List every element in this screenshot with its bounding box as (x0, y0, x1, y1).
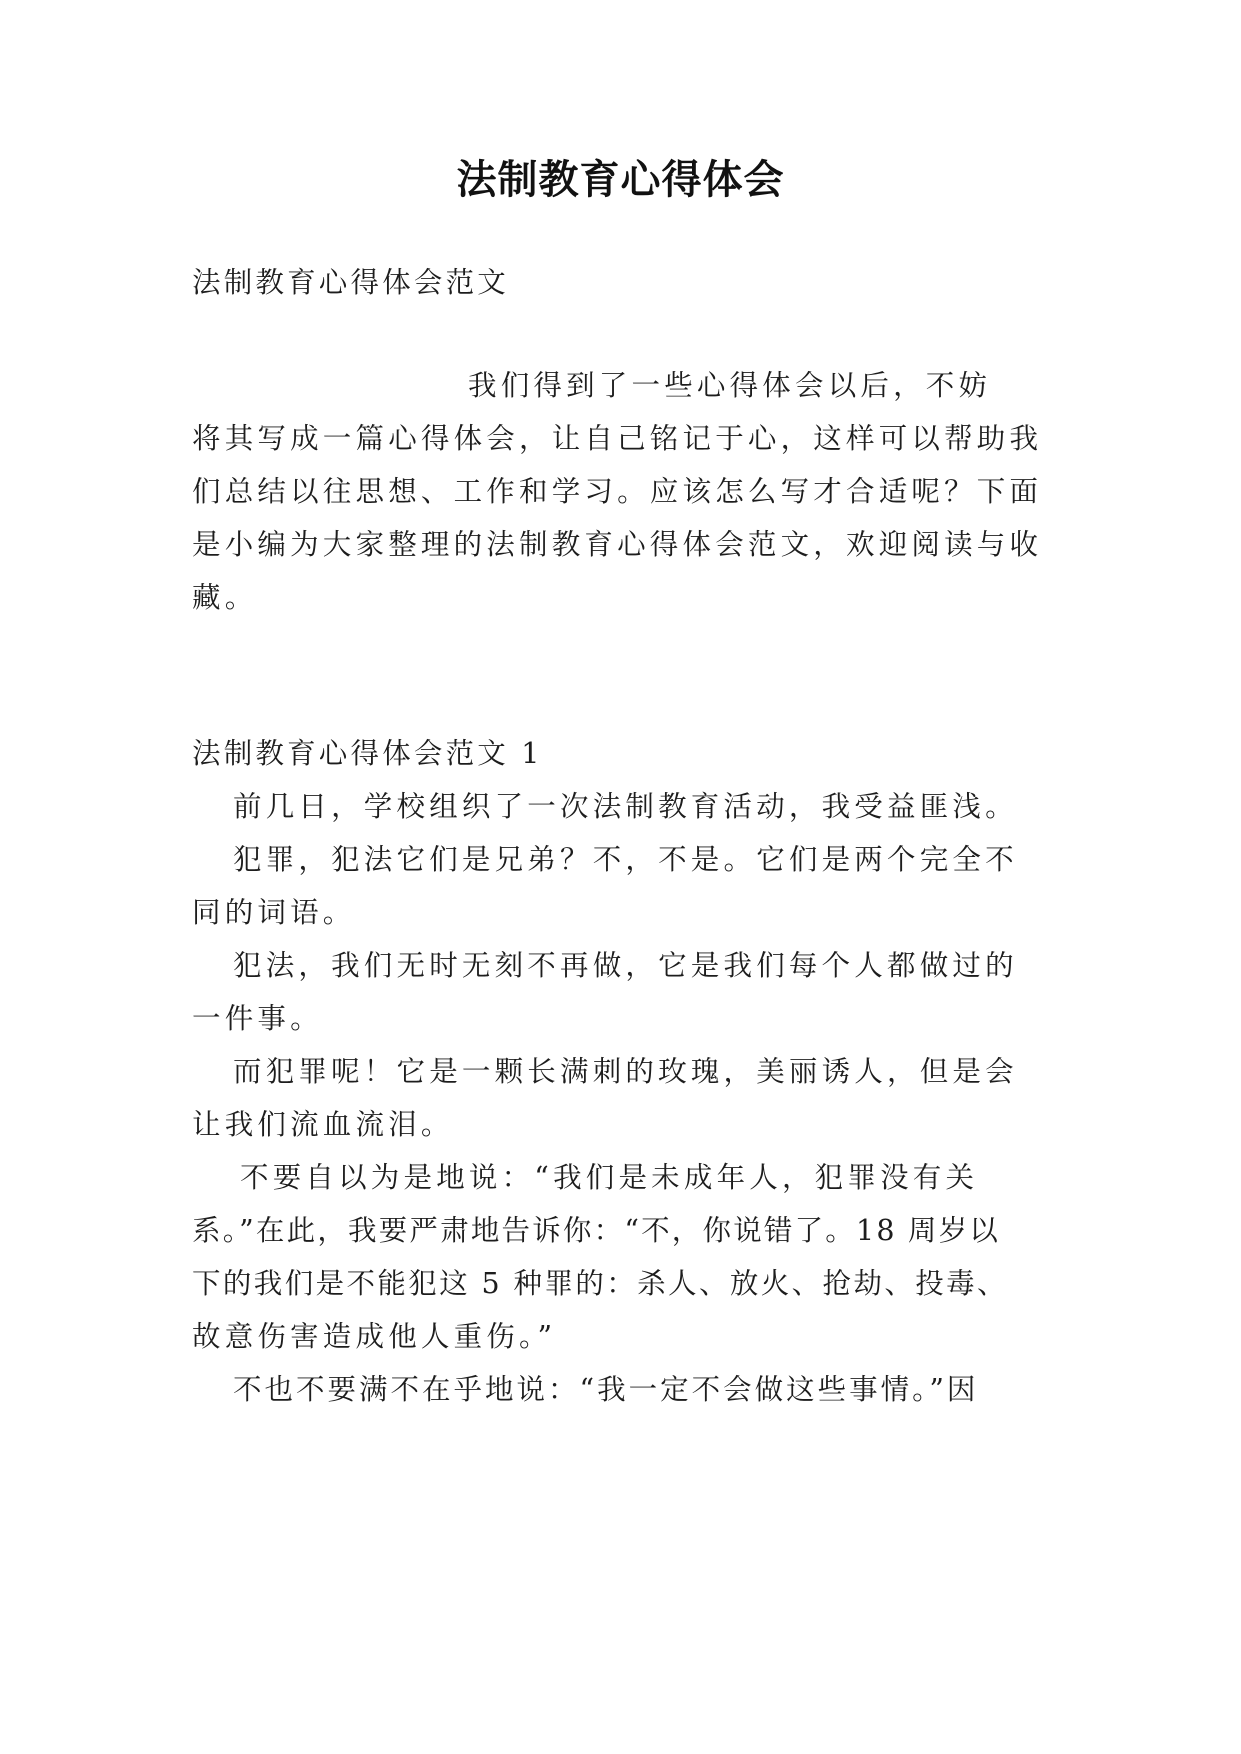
body-line: 前几日，学校组织了一次法制教育活动，我受益匪浅。 (233, 790, 1018, 823)
section-heading: 法制教育心得体会范文 1 (192, 737, 543, 770)
body-line: 下的我们是不能犯这 5 种罪的：杀人、放火、抢劫、投毒、 (192, 1267, 1008, 1300)
body-line: 系。”在此，我要严肃地告诉你：“不，你说错了。18 周岁以 (192, 1214, 1001, 1247)
body-line: 故意伤害造成他人重伤。” (192, 1320, 557, 1353)
body-line: 一件事。 (192, 1002, 323, 1035)
intro-line: 们总结以往思想、工作和学习。应该怎么写才合适呢？下面 (192, 475, 1043, 508)
document-subtitle: 法制教育心得体会范文 (192, 266, 510, 299)
intro-line: 藏。 (192, 581, 258, 614)
body-line: 而犯罪呢！它是一颗长满刺的玫瑰，美丽诱人，但是会 (233, 1055, 1018, 1088)
intro-line: 我们得到了一些心得体会以后，不妨 (468, 369, 992, 402)
body-line: 不要自以为是地说：“我们是未成年人，犯罪没有关 (240, 1161, 979, 1194)
body-line: 犯罪，犯法它们是兄弟？不，不是。它们是两个完全不 (233, 843, 1018, 876)
body-line: 不也不要满不在乎地说：“我一定不会做这些事情。”因 (233, 1373, 979, 1406)
intro-line: 将其写成一篇心得体会，让自己铭记于心，这样可以帮助我 (192, 422, 1043, 455)
body-line: 犯法，我们无时无刻不再做，它是我们每个人都做过的 (233, 949, 1018, 982)
body-line: 让我们流血流泪。 (192, 1108, 454, 1141)
intro-line: 是小编为大家整理的法制教育心得体会范文，欢迎阅读与收 (192, 528, 1043, 561)
body-line: 同的词语。 (192, 896, 356, 929)
document-title: 法制教育心得体会 (456, 157, 785, 203)
